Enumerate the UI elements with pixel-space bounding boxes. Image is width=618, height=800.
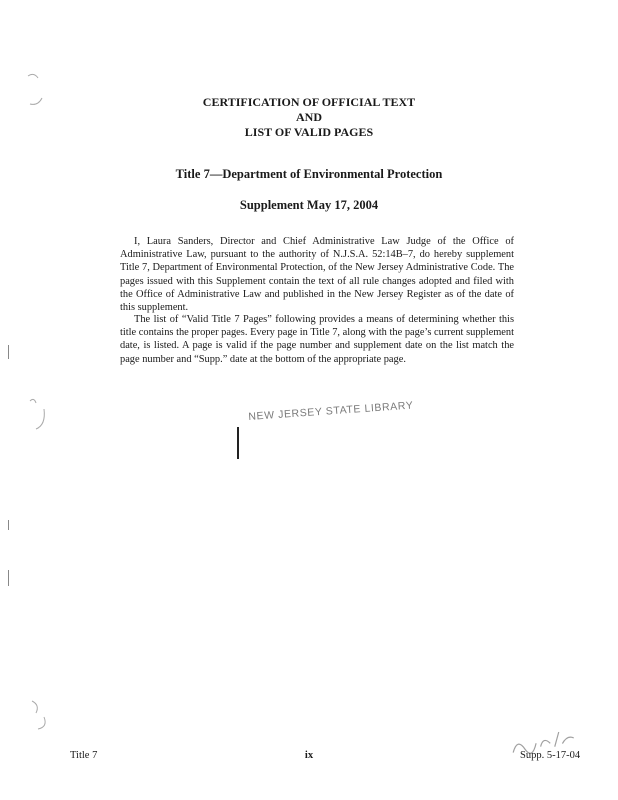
valid-pages-paragraph: The list of “Valid Title 7 Pages” following provides a means of determining whether this title contains the proper pages. Every page in Title 7, along with the page’s current supplement date, is listed. A page is valid if the page number and supplement date on the list match the page number and “Supp.” date at the bottom of the appropriate page. [120, 314, 514, 365]
supplement-date-heading: Supplement May 17, 2004 [239, 198, 379, 212]
stamp-mark [237, 427, 239, 459]
certification-heading: CERTIFICATION OF OFFICIAL TEXT [202, 95, 416, 109]
certification-paragraph: I, Laura Sanders, Director and Chief Administrative Law Judge of the Office of Administrative Law, pursuant to the authority of N.J.S.A. 52:14B–7, do hereby supplement Title 7, Department of Environmental Protection, of the New Jersey Administrative Code. The pages issued with this Supplement contain the text of all rule changes adopted and filed with the Office of Administrative Law and published in the New Jersey Register as of the date of this supplement. [120, 236, 514, 314]
footer-supplement-date: Supp. 5-17-04 [520, 750, 581, 761]
title-heading: Title 7—Department of Environmental Protection [175, 167, 443, 181]
library-stamp: NEW JERSEY STATE LIBRARY [248, 399, 414, 423]
margin-mark [8, 520, 9, 530]
valid-pages-heading: LIST OF VALID PAGES [244, 125, 374, 139]
margin-mark [8, 570, 9, 586]
margin-mark [8, 345, 9, 359]
footer-page-number: ix [304, 750, 314, 761]
scan-mark-icon [26, 695, 56, 735]
heading-and: AND [296, 110, 322, 124]
scan-mark-icon [24, 395, 54, 435]
footer-title: Title 7 [70, 750, 98, 761]
scan-mark-icon [20, 70, 50, 110]
